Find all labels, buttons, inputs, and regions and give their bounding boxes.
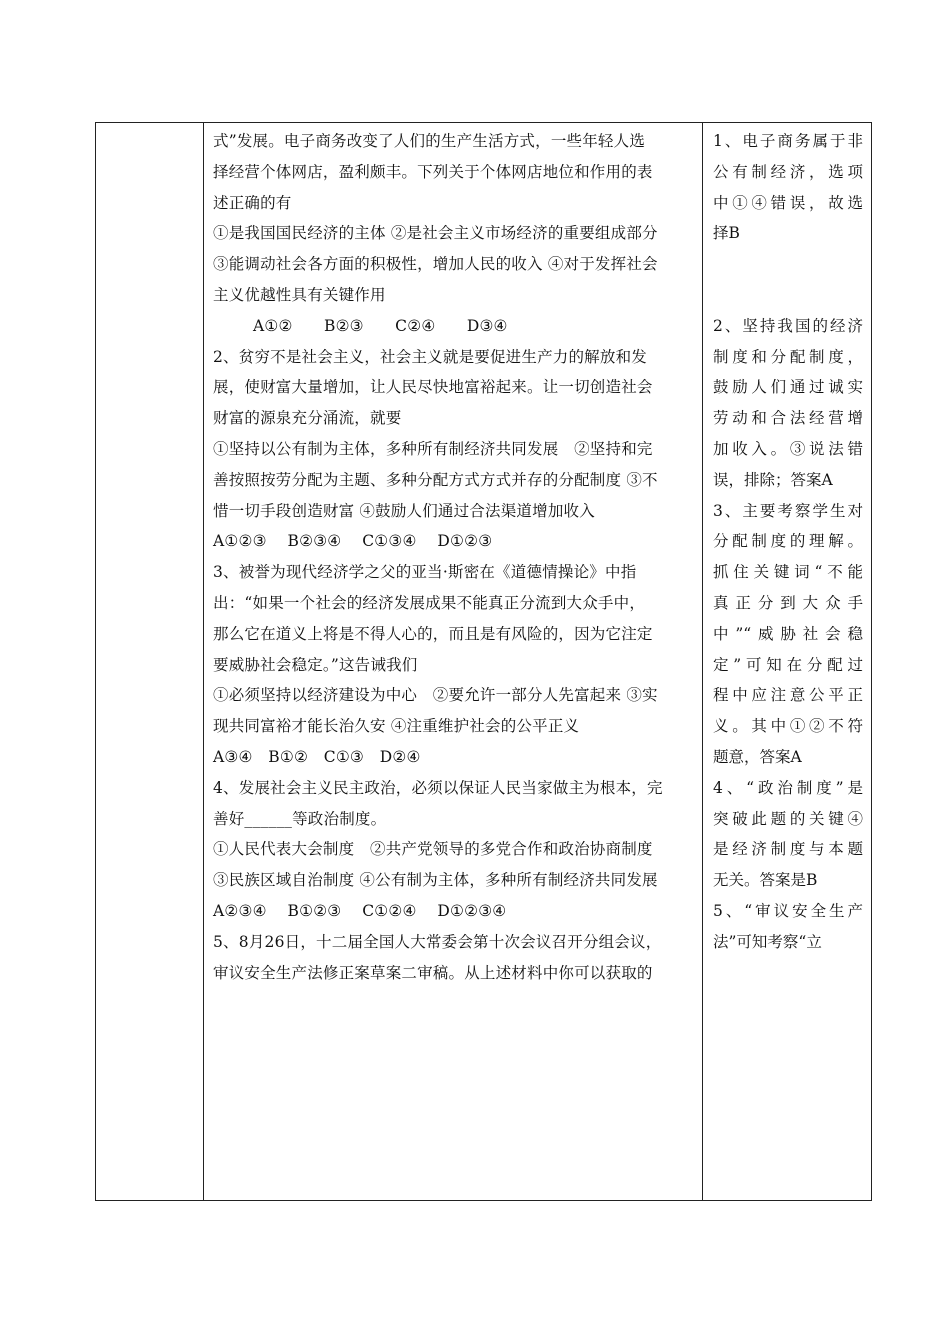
question-line: ③民族区域自治制度 ④公有制为主体，多种所有制经济共同发展 (213, 871, 658, 890)
analysis-blank-line (713, 280, 863, 311)
question-line: 善按照按劳分配为主题、多种分配方式方式并存的分配制度 ③不 (213, 470, 658, 489)
analysis-line: 3、主要考察学生对 (713, 501, 863, 520)
question-column-cell (204, 123, 703, 1201)
question-line: 2、贫穷不是社会主义，社会主义就是要促进生产力的解放和发 (213, 347, 647, 366)
question-line: 善好______等政治制度。 (213, 809, 387, 828)
analysis-line: 1、电子商务属于非 (713, 132, 863, 150)
question-line: ①人民代表大会制度 ②共产党领导的多党合作和政治协商制度 (213, 840, 653, 859)
question-line: 财富的源泉充分涌流，就要 (213, 409, 402, 428)
question-line: 出：“如果一个社会的经济发展成果不能真正分流到大众手中， (213, 593, 646, 612)
question-text-block (204, 123, 702, 988)
question-line: ①必须坚持以经济建设为中心 ②要允许一部分人先富起来 ③实 (213, 686, 658, 705)
question-line: ③能调动社会各方面的积极性，增加人民的收入 ④对于发挥社会 (213, 255, 658, 274)
analysis-line: 抓住关键词“不能 (713, 563, 863, 582)
analysis-text-block (703, 123, 871, 958)
question-line: 5、8月26日，十二届全国人大常委会第十次会议召开分组会议， (213, 932, 662, 951)
table-row (96, 123, 872, 1201)
question-line: 4、发展社会主义民主政治，必须以保证人民当家做主为根本，完 (213, 778, 663, 797)
analysis-line: 误，排除；答案A (713, 470, 833, 489)
question-line: A①② B②③ C②④ D③④ (253, 316, 508, 335)
question-line: 3、被誉为现代经济学之父的亚当·斯密在《道德情操论》中指 (213, 563, 637, 582)
analysis-line: 题意，答案A (713, 747, 802, 766)
question-line: 展，使财富大量增加，让人民尽快地富裕起来。让一切创造社会 (213, 378, 653, 397)
analysis-line: 义。其中①②不符 (713, 717, 863, 736)
analysis-line: 是经济制度与本题 (713, 840, 863, 859)
question-line: 现共同富裕才能长治久安 ④注重维护社会的公平正义 (213, 717, 580, 736)
left-column-cell (96, 123, 204, 1201)
analysis-line: 择B (713, 224, 740, 243)
analysis-line: 真正分到大众手 (713, 593, 863, 612)
analysis-line: 制度和分配制度， (713, 347, 863, 366)
analysis-line: 加收入。③说法错 (713, 439, 863, 458)
analysis-line: 劳动和合法经营增 (713, 409, 863, 428)
question-line: 式”发展。电子商务改变了人们的生产生活方式，一些年轻人选 (213, 132, 646, 150)
analysis-line: 程中应注意公平正 (713, 686, 863, 705)
analysis-line: 公有制经济，选项 (713, 162, 863, 181)
analysis-line: 突破此题的关键④ (713, 809, 863, 828)
question-line: 主义优越性具有关键作用 (213, 285, 386, 304)
analysis-line: 无关。答案是B (713, 871, 818, 890)
question-line: 述正确的有 (213, 193, 292, 212)
question-line: 要威胁社会稳定。”这告诫我们 (213, 655, 418, 674)
analysis-blank-line (713, 249, 863, 280)
question-line: 审议安全生产法修正案草案二审稿。从上述材料中你可以获取的 (213, 963, 653, 982)
question-line: A③④ B①② C①③ D②④ (213, 747, 421, 766)
analysis-line: 5、“审议安全生产 (713, 901, 863, 920)
lesson-table (95, 122, 872, 1201)
question-line: A②③④ B①②③ C①②④ D①②③④ (213, 901, 507, 920)
analysis-line: 中①④错误，故选 (713, 193, 863, 212)
analysis-line: 定”可知在分配过 (713, 655, 863, 674)
analysis-line: 分配制度的理解。 (713, 532, 863, 551)
question-line: 择经营个体网店，盈利颇丰。下列关于个体网店地位和作用的表 (213, 162, 653, 181)
question-line: ①是我国国民经济的主体 ②是社会主义市场经济的重要组成部分 (213, 224, 658, 243)
analysis-line: 4、“政治制度”是 (713, 778, 863, 797)
question-line: 那么它在道义上将是不得人心的，而且是有风险的，因为它注定 (213, 624, 653, 643)
analysis-line: 鼓励人们通过诚实 (713, 378, 863, 397)
question-line: A①②③ B②③④ C①③④ D①②③ (213, 532, 493, 551)
analysis-column-cell (703, 123, 872, 1201)
analysis-line: 中”“威胁社会稳 (713, 624, 863, 643)
analysis-line: 法”可知考察“立 (713, 932, 822, 951)
analysis-line: 2、坚持我国的经济 (713, 316, 863, 335)
question-line: 惜一切手段创造财富 ④鼓励人们通过合法渠道增加收入 (213, 501, 595, 520)
question-line: ①坚持以公有制为主体，多种所有制经济共同发展 ②坚持和完 (213, 439, 653, 458)
